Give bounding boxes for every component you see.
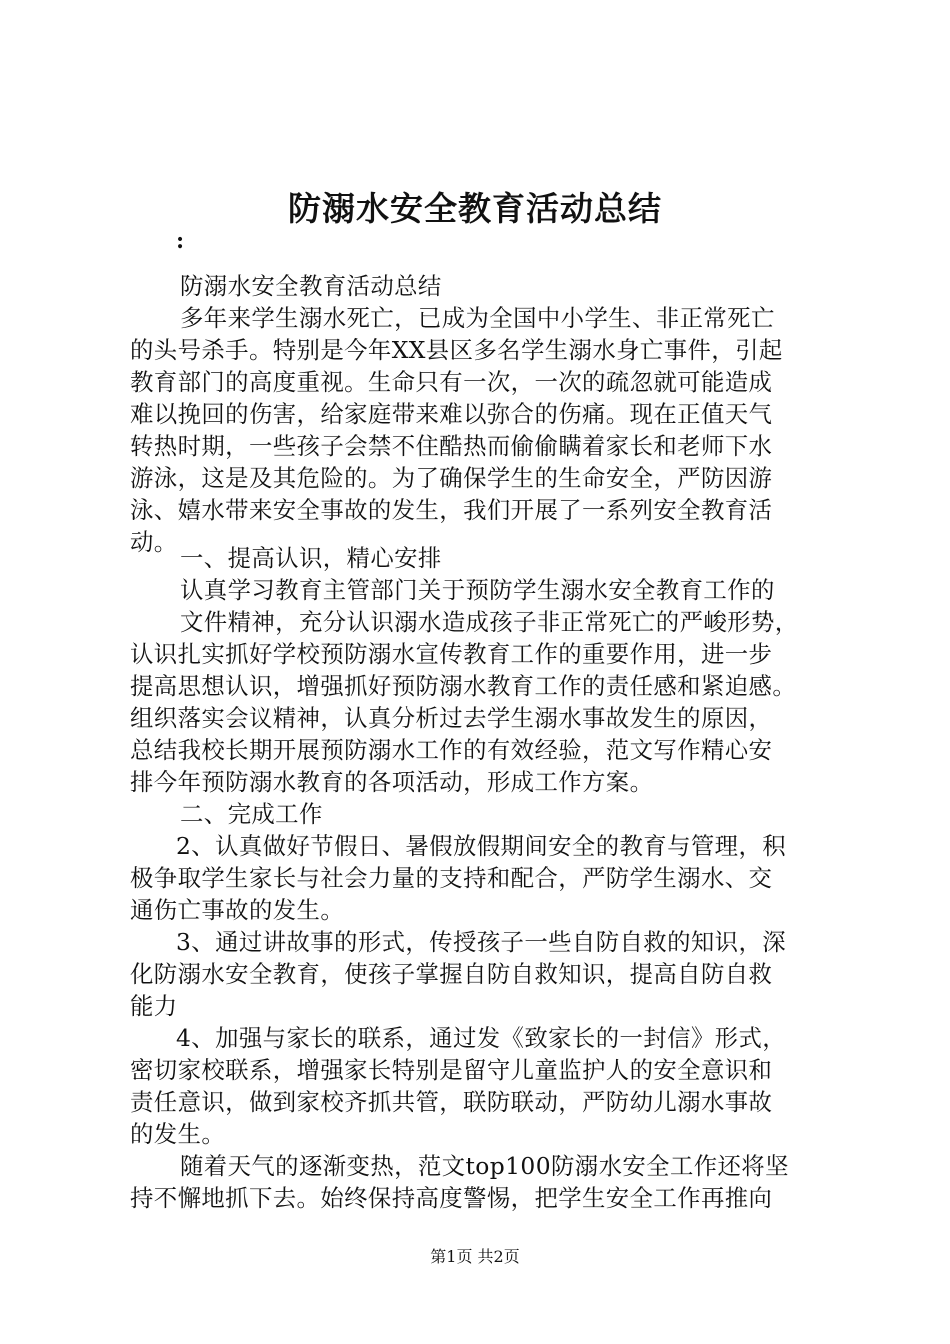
body-line: 随着天气的逐渐变热，范文top100防溺水安全工作还将坚 [180,1152,789,1180]
body-line: 排今年预防溺水教育的各项活动，形成工作方案。 [130,768,654,796]
document-title: 防溺水安全教育活动总结 [288,189,662,228]
body-line: 多年来学生溺水死亡，已成为全国中小学生、非正常死亡 [180,304,775,332]
body-line: 2、认真做好节假日、暑假放假期间安全的教育与管理，积 [176,832,787,860]
body-line: 教育部门的高度重视。生命只有一次，一次的疏忽就可能造成 [130,368,773,396]
body-line: 极争取学生家长与社会力量的支持和配合，严防学生溺水、交 [130,864,773,892]
body-line: 化防溺水安全教育，使孩子掌握自防自救知识，提高自防自救 [130,960,773,988]
body-line: 认真学习教育主管部门关于预防学生溺水安全教育工作的 [180,576,775,604]
page-footer: 第1页 共2页 [430,1247,520,1266]
body-line: 的头号杀手。特别是今年XX县区多名学生溺水身亡事件，引起 [130,336,783,364]
body-line: 认识扎实抓好学校预防溺水宣传教育工作的重要作用，进一步 [130,640,773,668]
body-line: 泳、嬉水带来安全事故的发生，我们开展了一系列安全教育活 [130,496,773,524]
body-line: 转热时期，一些孩子会禁不住酷热而偷偷瞒着家长和老师下水 [130,432,773,460]
body-line: 能力 [130,992,178,1020]
body-line: 持不懈地抓下去。始终保持高度警惕，把学生安全工作再推向 [130,1184,773,1212]
section-heading: 二、完成工作 [180,800,323,828]
body-line: 难以挽回的伤害，给家庭带来难以弥合的伤痛。现在正值天气 [130,400,773,428]
section-heading: 一、提高认识，精心安排 [180,544,442,572]
title-colon: : [176,228,185,254]
body-line: 责任意识，做到家校齐抓共管，联防联动，严防幼儿溺水事故 [130,1088,773,1116]
body-line: 4、加强与家长的联系，通过发《致家长的一封信》形式， [176,1024,787,1052]
body-line: 防溺水安全教育活动总结 [180,272,442,300]
body-line: 游泳，这是及其危险的。为了确保学生的生命安全，严防因游 [130,464,773,492]
body-line: 组织落实会议精神，认真分析过去学生溺水事故发生的原因， [130,704,773,732]
body-line: 的发生。 [130,1120,226,1148]
body-line: 3、通过讲故事的形式，传授孩子一些自防自救的知识，深 [176,928,787,956]
body-line: 密切家校联系，增强家长特别是留守儿童监护人的安全意识和 [130,1056,773,1084]
body-line: 通伤亡事故的发生。 [130,896,345,924]
body-line: 总结我校长期开展预防溺水工作的有效经验，范文写作精心安 [130,736,773,764]
body-line: 文件精神，充分认识溺水造成孩子非正常死亡的严峻形势， [180,608,799,636]
body-line: 动。 [130,528,178,556]
body-line: 提高思想认识，增强抓好预防溺水教育工作的责任感和紧迫感。 [130,672,797,700]
